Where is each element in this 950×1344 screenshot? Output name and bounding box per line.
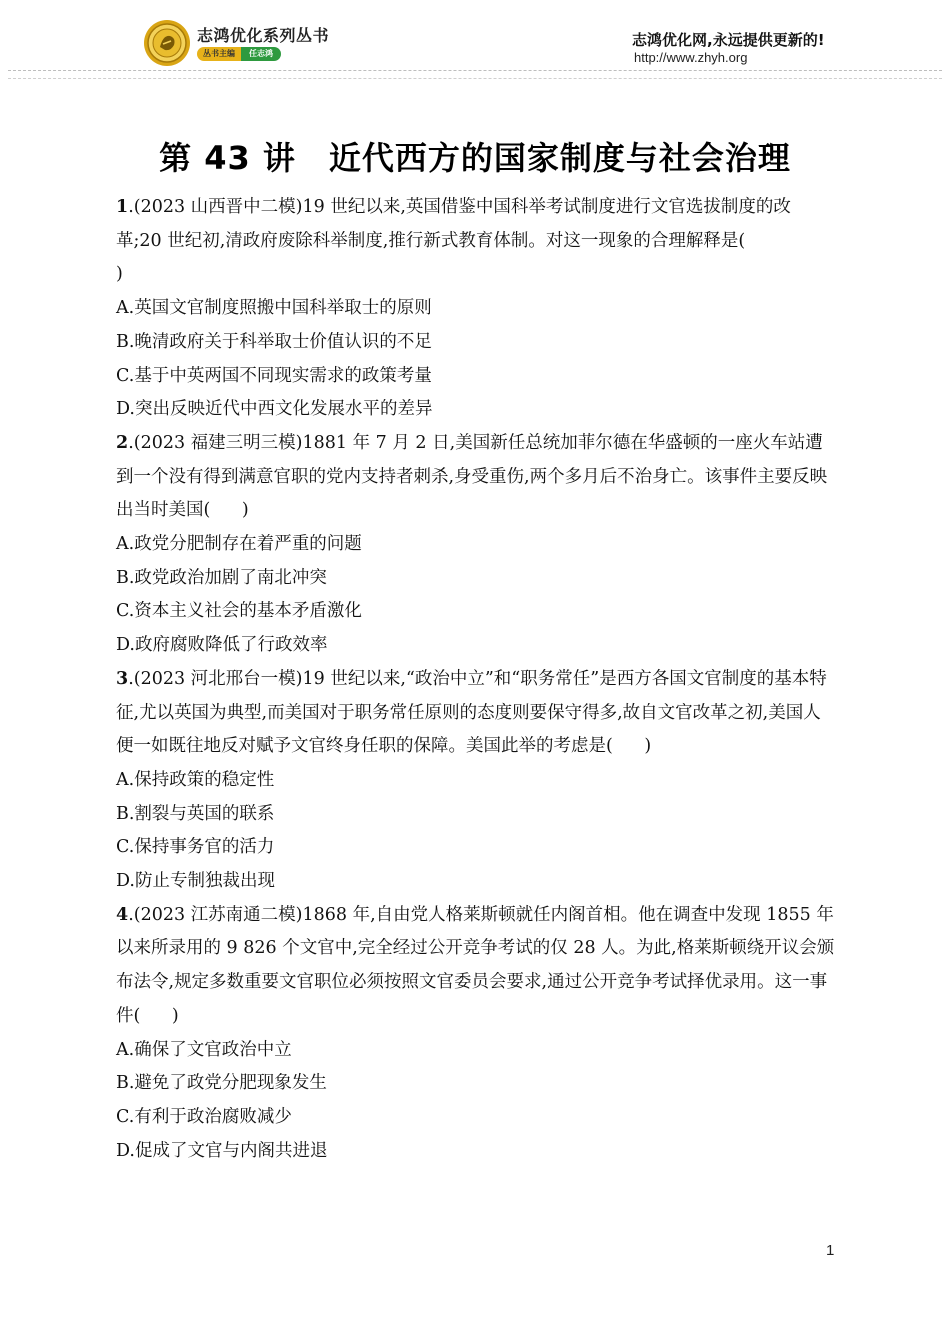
site-url[interactable]: http://www.zhyh.org xyxy=(634,50,748,65)
question-text: 1868 年,自由党人格莱斯顿就任内阁首相。他在调查中发现 1855 年以来所录用的 9 826 个文官中,完全经过公开竞争考试的仅 28 人。为此,格莱斯顿绕开议会颁布法令,规定多数重要文官职位必须按照文官委员会要求,通过公开竞争考试择优录用。这一事件( xyxy=(116,904,835,1026)
answer-option: D.突出反映近代中西文化发展水平的差异 xyxy=(116,399,433,420)
header-slogan: 志鸿优化网,永远提供更新的! xyxy=(632,31,825,49)
question-number: 2 xyxy=(116,432,129,453)
answer-blank-close: ) xyxy=(241,500,249,521)
answer-option: D.政府腐败降低了行政效率 xyxy=(116,635,328,656)
question-source: .(2023 福建三明三模) xyxy=(128,432,303,453)
question-source: .(2023 山西晋中二模) xyxy=(128,197,303,217)
answer-option: B.避免了政党分肥现象发生 xyxy=(116,1073,327,1094)
answer-option: A.政党分肥制存在着严重的问题 xyxy=(116,534,362,555)
brand-subtitle xyxy=(197,47,281,61)
question-source: .(2023 江苏南通二模) xyxy=(128,904,303,925)
answer-option: C.有利于政治腐败减少 xyxy=(116,1106,292,1127)
question-number: 3 xyxy=(116,668,129,689)
question-number: 4 xyxy=(116,904,129,925)
answer-blank-close: ) xyxy=(116,264,123,285)
brand-title: 志鸿优化系列丛书 xyxy=(197,26,330,45)
answer-option: B.政党政治加剧了南北冲突 xyxy=(116,567,327,588)
answer-option: A.确保了文官政治中立 xyxy=(116,1039,292,1060)
header-divider xyxy=(8,70,942,71)
question-text: 19 世纪以来,英国借鉴中国科举考试制度进行文官选拔制度的改革;20 世纪初,清政府废除科举制度,推行新式教育体制。对这一现象的合理解释是( xyxy=(116,197,791,251)
editor-name: 任志鸿 xyxy=(241,47,281,61)
answer-option: D.防止专制独裁出现 xyxy=(116,871,275,892)
answer-blank-close: ) xyxy=(171,1005,179,1026)
answer-option: B.晚清政府关于科举取士价值认识的不足 xyxy=(116,331,432,352)
seal-logo-icon xyxy=(143,19,191,67)
answer-option: A.英国文官制度照搬中国科举取士的原则 xyxy=(116,298,432,319)
question-list xyxy=(116,191,836,1168)
question-text: 19 世纪以来,“政治中立”和“职务常任”是西方各国文官制度的基本特征,尤以英国为典型,而美国对于职务常任原则的态度则要保守得多,故自文官改革之初,美国人便一如既往地反对赋予文官终身任职的保障。美国此举的考虑是( xyxy=(116,668,827,757)
question-stem xyxy=(116,427,836,528)
lecture-title: 第 43 讲 近代西方的国家制度与社会治理 xyxy=(159,139,791,177)
answer-option: B.割裂与英国的联系 xyxy=(116,803,275,824)
answer-option: C.基于中英两国不同现实需求的政策考量 xyxy=(116,365,432,386)
page-header xyxy=(0,0,950,85)
answer-blank-close: ) xyxy=(644,736,652,757)
question-number: 1 xyxy=(116,197,129,217)
question-text: 1881 年 7 月 2 日,美国新任总统加菲尔德在华盛顿的一座火车站遭到一个没有得到满意官职的党内支持者刺杀,身受重伤,两个多月后不治身亡。该事件主要反映出当时美国( xyxy=(116,432,828,521)
answer-option: A.保持政策的稳定性 xyxy=(116,769,275,790)
page-number: 1 xyxy=(826,1242,835,1259)
question-stem xyxy=(116,899,836,1034)
editor-label: 丛书主编 xyxy=(197,47,241,61)
question-stem xyxy=(116,191,836,292)
answer-option: C.资本主义社会的基本矛盾激化 xyxy=(116,601,362,622)
question-stem xyxy=(116,663,836,764)
question-source: .(2023 河北邢台一模) xyxy=(128,668,303,689)
answer-option: C.保持事务官的活力 xyxy=(116,837,275,858)
header-divider xyxy=(8,78,942,79)
answer-option: D.促成了文官与内阁共进退 xyxy=(116,1140,328,1161)
